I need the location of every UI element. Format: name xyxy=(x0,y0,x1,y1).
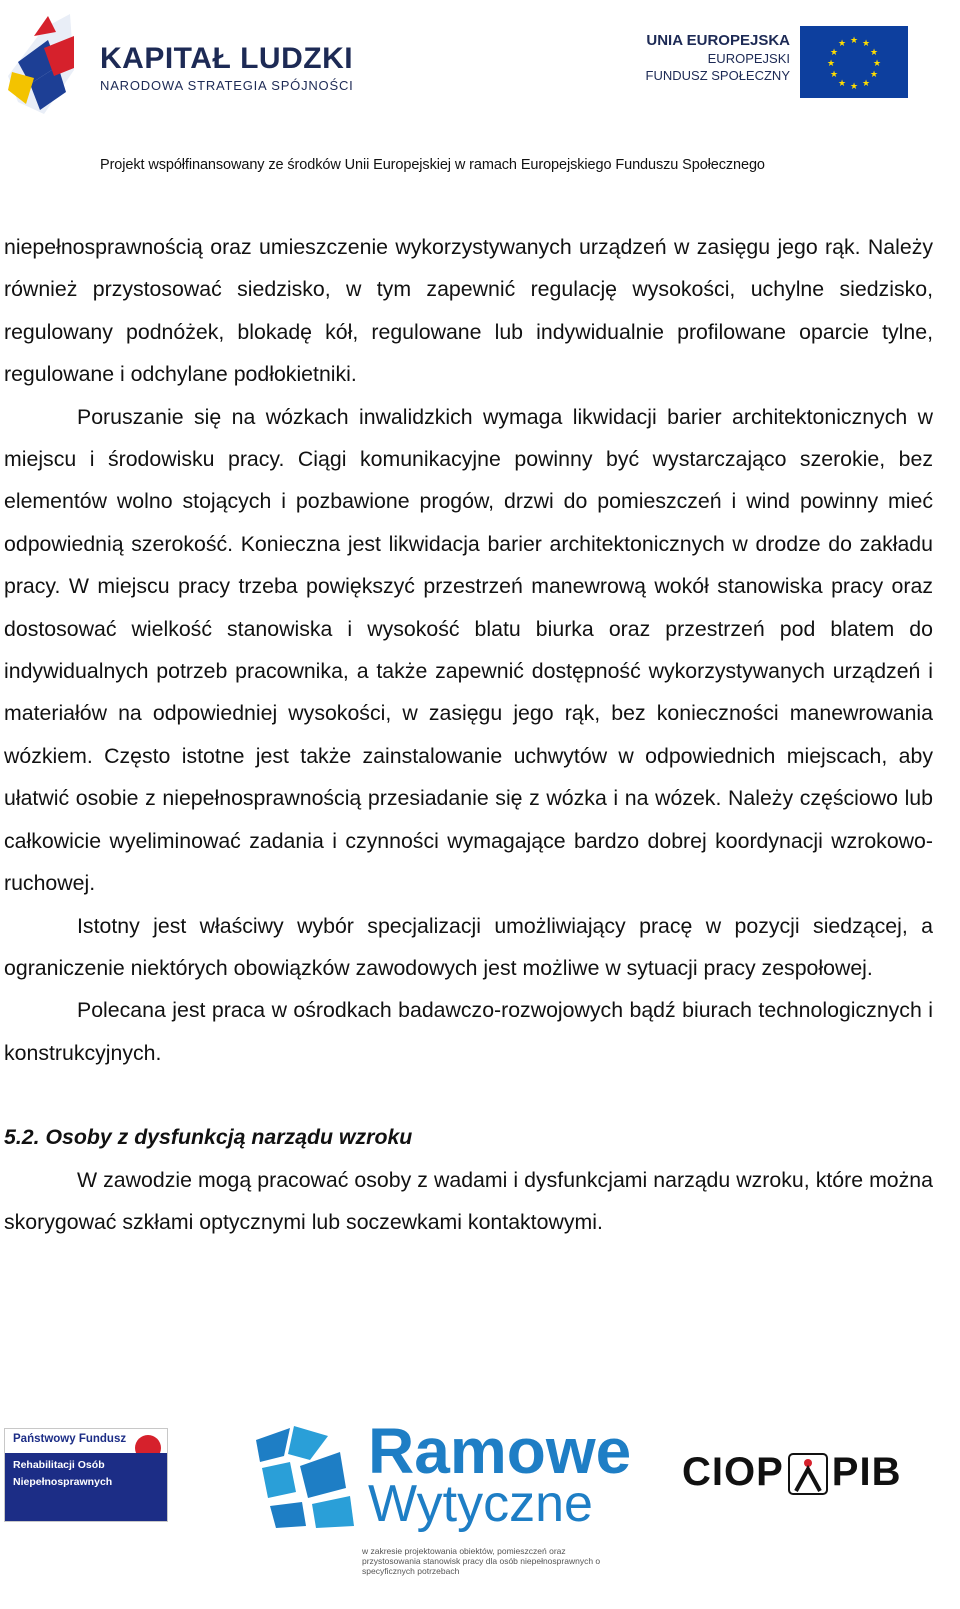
page-header xyxy=(0,0,960,190)
paragraph: niepełnosprawnością oraz umieszczenie wykorzystywanych urządzeń w zasięgu jego rąk. Należy również przystosować siedzisko, w tym zapewnić regulację wysokości, uchylne siedzisko, regulowany podnóżek, blokadę kół, regulowane lub indywidualnie profilowane oparcie tylne, regulowane i odchylane podłokietniki. xyxy=(4,235,933,387)
pfron-logo xyxy=(4,1428,168,1522)
paragraph: Istotny jest właściwy wybór specjalizacji umożliwiający pracę w pozycji siedzącej, a ograniczenie niektórych obowiązków zawodowych jest możliwe w sytuacji pracy zespołowej. xyxy=(4,913,933,980)
kapital-ludzki-wordmark xyxy=(100,44,354,93)
ramowe-wytyczne-subtitle: w zakresie projektowania obiektów, pomieszczeń oraz przystosowania stanowisk pracy dla osób niepełnosprawnych o specyficznych potrzebach xyxy=(362,1546,601,1576)
ramowe-title: Ramowe xyxy=(368,1415,632,1487)
eu-social-fund-label: FUNDUSZ SPOŁECZNY xyxy=(645,68,790,83)
eu-union-label: UNIA EUROPEJSKA xyxy=(646,32,790,49)
eu-european-label: EUROPEJSKI xyxy=(707,51,790,66)
svg-text:★: ★ xyxy=(869,70,879,80)
wytyczne-title: Wytyczne xyxy=(368,1475,593,1533)
spacer xyxy=(4,1074,933,1116)
svg-text:★: ★ xyxy=(837,79,847,89)
pfron-line2: Rehabilitacji Osób xyxy=(13,1459,105,1471)
paragraph: Poruszanie się na wózkach inwalidzkich wymaga likwidacji barier architektonicznych w miejscu i środowisku pracy. Ciągi komunikacyjne powinny być wystarczająco szerokie, bez elementów wolno stojących i pozbawione progów, drzwi do pomieszczeń i wind powinny mieć odpowiednią szerokość. Konieczna jest likwidacja barier architektonicznych w drodze do zakładu pracy. W miejscu pracy trzeba powiększyć przestrzeń manewrową wokół stanowiska pracy oraz dostosować wielkość stanowiska i wysokość blatu biurka oraz przestrzeń pod blatem do indywidualnych potrzeb pracownika, a także zapewnić dostępność wykorzystywanych urządzeń i materiałów na odpowiedniej wysokości, w zasięgu jego rąk, bez konieczności manewrowania wózkiem. Często istotne jest także zainstalowanie uchwytów w odpowiednich miejscach, aby ułatwić osobie z niepełnosprawnością przesiadanie się z wózka i na wózek. Należy częściowo lub całkowicie wyeliminować zadania i czynności wymagające bardzo dobrej koordynacji wzrokowo-ruchowej. xyxy=(4,404,933,896)
paragraph: Polecana jest praca w ośrodkach badawczo-rozwojowych bądź biurach technologicznych i konstrukcyjnych. xyxy=(4,998,933,1065)
svg-text:★: ★ xyxy=(861,79,871,89)
kapital-ludzki-title: KAPITAŁ LUDZKI xyxy=(100,42,354,75)
svg-text:★: ★ xyxy=(861,39,871,49)
kapital-ludzki-subtitle: NARODOWA STRATEGIA SPÓJNOŚCI xyxy=(100,78,354,93)
svg-text:★: ★ xyxy=(829,70,839,80)
pfron-line1: Państwowy Fundusz xyxy=(13,1433,127,1445)
ciop-person-icon xyxy=(788,1453,828,1495)
pib-label: PIB xyxy=(831,1450,902,1494)
svg-text:★: ★ xyxy=(869,48,879,58)
page-footer xyxy=(0,1415,960,1609)
eu-fund-wordmark xyxy=(640,32,790,84)
svg-text:★: ★ xyxy=(829,48,839,58)
eu-flag-icon xyxy=(800,26,908,98)
paragraph: W zawodzie mogą pracować osoby z wadami i dysfunkcjami narządu wzroku, które można skorygować szkłami optycznymi lub soczewkami kontaktowymi. xyxy=(4,1167,933,1234)
pfron-line3: Niepełnosprawnych xyxy=(13,1476,113,1488)
svg-text:★: ★ xyxy=(849,82,859,92)
cofinancing-statement: Projekt współfinansowany ze środków Unii Europejskiej w ramach Europejskiego Funduszu Społecznego xyxy=(100,157,765,173)
svg-text:★: ★ xyxy=(849,36,859,46)
document-body xyxy=(4,226,933,1243)
svg-text:★: ★ xyxy=(837,39,847,49)
svg-text:★: ★ xyxy=(872,59,882,69)
svg-text:★: ★ xyxy=(826,59,836,69)
ramowe-wytyczne-emblem-icon xyxy=(250,1422,360,1532)
section-heading: 5.2. Osoby z dysfunkcją narządu wzroku xyxy=(4,1125,413,1150)
ciop-pib-logo xyxy=(682,1450,901,1495)
ciop-label: CIOP xyxy=(682,1450,784,1494)
